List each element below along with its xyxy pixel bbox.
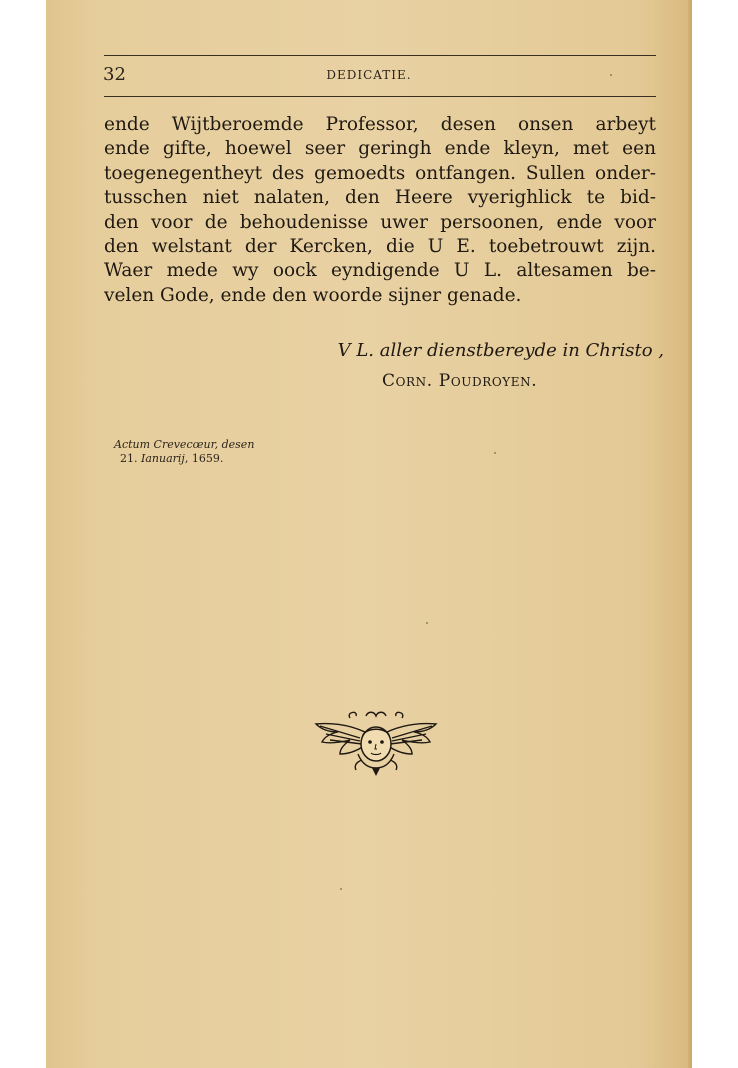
dateline-month: Ianuarij <box>141 452 185 465</box>
book-page <box>46 0 692 1068</box>
paper-speck <box>494 452 496 454</box>
body-line: ende Wijtberoemde Professor, desen onsen arbeyt <box>104 114 656 135</box>
paper-speck <box>426 622 428 624</box>
page-edge <box>688 0 692 1068</box>
body-line: den voor de behoudenisse uwer persoonen, ende voor <box>104 211 656 233</box>
body-line: den welstant der Kercken, die U E. toebetrouwt zijn. <box>104 236 656 258</box>
page-number: 32 <box>103 64 126 85</box>
paper-speck <box>610 74 612 76</box>
body-line: ende gifte, hoewel seer geringh ende kleyn, met een <box>104 138 656 160</box>
body-line: toegenegentheyt des gemoedts ontfangen. Sullen onder- <box>104 162 656 184</box>
body-line: Waer mede wy oock eyndigende U L. altesamen be- <box>104 260 656 282</box>
paper-speck <box>340 888 342 890</box>
dateline-place: Actum Crevecœur, desen <box>114 438 255 451</box>
dateline-date <box>114 452 254 466</box>
winged-cherub-head-ornament <box>310 708 442 780</box>
header-rule-top <box>104 55 656 56</box>
dedication-body <box>104 113 656 308</box>
signature-closing: V L. aller dienstbereyde in Christo , <box>337 340 664 361</box>
signature-name: Corn. Poudroyen. <box>382 371 538 391</box>
dateline-day: 21. <box>120 452 141 465</box>
header-rule-bottom <box>104 96 656 97</box>
body-line: tusschen niet nalaten, den Heere vyerighlick te bid- <box>104 187 656 209</box>
running-head: DEDICATIE. <box>326 68 412 82</box>
dateline-year: , 1659. <box>184 452 224 465</box>
body-line: velen Gode, ende den woorde sijner genade. <box>104 284 522 306</box>
dateline <box>114 438 254 466</box>
